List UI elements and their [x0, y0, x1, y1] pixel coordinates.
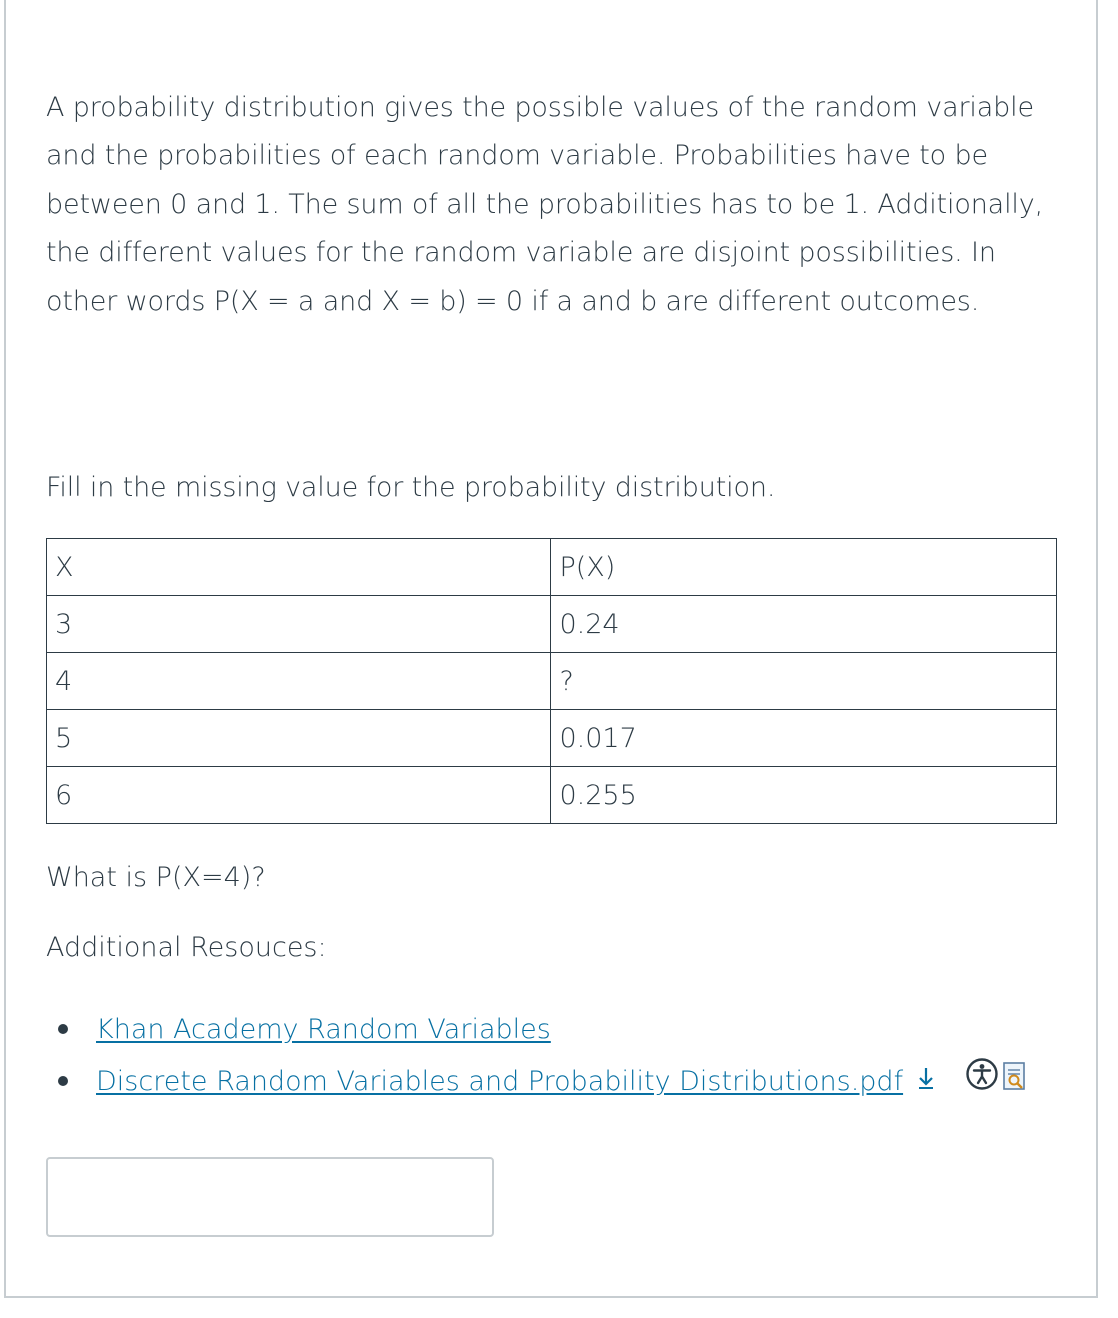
cell-x: 5	[47, 710, 551, 767]
header-px: P(X)	[551, 539, 1057, 596]
question-content	[46, 84, 1066, 1097]
table-header-row	[47, 539, 1057, 596]
document-preview-icon[interactable]	[1001, 1057, 1027, 1109]
resources-list	[46, 1004, 1027, 1109]
cell-px: 0.017	[551, 710, 1057, 767]
cell-px: ?	[551, 653, 1057, 710]
cell-px: 0.24	[551, 596, 1057, 653]
pdf-link[interactable]: Discrete Random Variables and Probability Distributions.pdf	[96, 1066, 904, 1097]
intro-text: A probability distribution gives the possible values of the random variable and the probabilities of each random variable. Probabilities have to be between 0 and 1. The sum of all the probabilities has to be 1. Additionally, the different values for the random variable are disjoint possibilities. In other words P(X = a and X = b) = 0 if a and b are different outcomes.	[46, 92, 1044, 317]
accessibility-icon[interactable]	[965, 1057, 999, 1109]
cell-x: 6	[47, 767, 551, 824]
list-item	[96, 1004, 1027, 1056]
table-row	[47, 596, 1057, 653]
table-row	[47, 767, 1057, 824]
table-row	[47, 653, 1057, 710]
probability-distribution-table	[46, 538, 1057, 824]
prompt-text: What is P(X=4)?	[46, 862, 266, 893]
instruction-text: Fill in the missing value for the probability distribution.	[46, 472, 776, 503]
list-item	[96, 1056, 1027, 1109]
answer-input[interactable]	[46, 1157, 494, 1237]
khan-academy-link[interactable]: Khan Academy Random Variables	[96, 1014, 551, 1045]
header-x: X	[47, 539, 551, 596]
resources-heading: Additional Resouces:	[46, 932, 327, 963]
table-row	[47, 710, 1057, 767]
bullet-icon	[58, 1024, 68, 1034]
cell-px: 0.255	[551, 767, 1057, 824]
cell-x: 4	[47, 653, 551, 710]
cell-x: 3	[47, 596, 551, 653]
bullet-icon	[58, 1076, 68, 1086]
download-icon[interactable]	[913, 1057, 939, 1109]
